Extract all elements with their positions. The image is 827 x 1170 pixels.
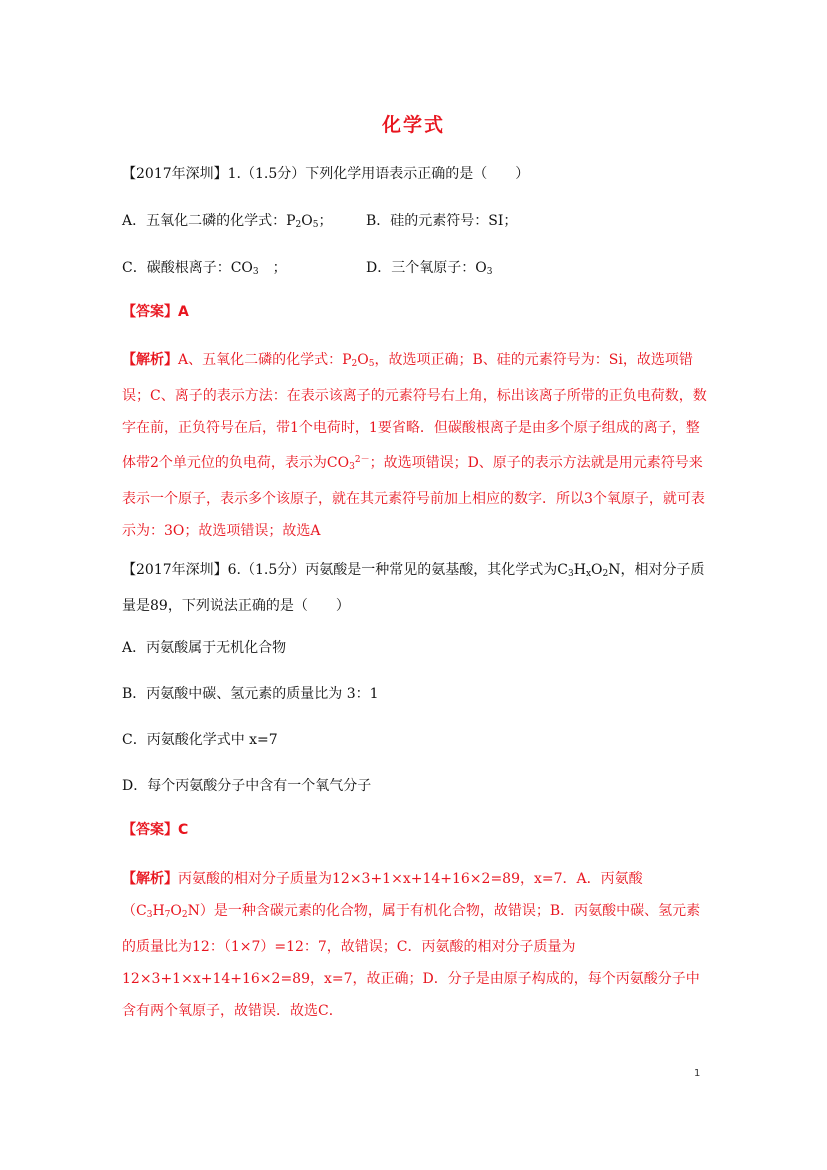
question-2-analysis: 【解析】丙氨酸的相对分子质量为12×3+1×x+14+16×2=89，x=7．A．丙氨酸$(C_3H_7O_2N)$是一种含碳元素的化合物，属于有机化合物，故错误；B．丙氨酸中碳、氢元素的质量比为12：（1×7）=12：7，故错误；C．丙氨酸的相对分子质量为12×3+1×x+14+16×2=89，x=7，故正确；D．分子是由原子构成的，每个丙氨酸分子中含有两个氧原子，故错误．故选C．: [122, 871, 701, 1019]
question-1-options-ab: [122, 211, 722, 235]
option-b: B．硅的元素符号：SI；: [366, 213, 518, 229]
analysis-tag: 【解析】: [122, 871, 178, 887]
page-title: 化学式: [381, 114, 445, 136]
question-1-analysis: 【解析】A、五氧化二磷的化学式：$P_2O_5$，故选项正确；B、硅的元素符号为：Si，故选项错误；C、离子的表示方法：在表示该离子的元素符号右上角，标出该离子所带的正负电荷数，数字在前，正负符号在后，带1个电荷时，1要省略．但碳酸根离子是由多个原子组成的离子，整体带2个单元位的负电荷，表示为$CO_3^{2-}$；故选项错误；D、原子的表示方法就是用元素符号来表示一个原子，表示多个该原子，就在其元素符号前加上相应的数字．所以3个氧原子，就可表示为：3O；故选项错误；故选A: [122, 352, 707, 539]
option-a: A．丙氨酸属于无机化合物: [122, 640, 287, 656]
page-number: 1: [694, 1068, 701, 1079]
option-b: B．丙氨酸中碳、氢元素的质量比为 3：1: [122, 686, 379, 702]
question-text: 1.（1.5分）下列化学用语表示正确的是（ ）: [227, 166, 530, 182]
question-2-stem: 【2017年深圳】6.（1.5分）丙氨酸是一种常见的氨基酸，其化学式为$C_3H_xO_2N$，相对分子质量是89，下列说法正确的是（ ）: [122, 562, 705, 614]
question-source: 【2017年深圳】: [122, 562, 228, 578]
answer-label: 【答案】A: [122, 304, 189, 320]
answer-label: 【答案】C: [122, 822, 189, 838]
option-c: C．丙氨酸化学式中 x=7: [122, 732, 278, 748]
option-c: C．碳酸根离子：$CO_3$ ；: [122, 260, 287, 277]
option-d: D．三个氧原子：$O_3$: [366, 260, 493, 277]
question-1-stem: [122, 164, 529, 184]
question-1-options-cd: [122, 258, 722, 282]
option-a: A．五氧化二磷的化学式：$P_2O_5$；: [122, 213, 333, 230]
analysis-tag: 【解析】: [122, 352, 178, 368]
option-d: D．每个丙氨酸分子中含有一个氧气分子: [122, 778, 372, 794]
question-source: 【2017年深圳】: [122, 166, 228, 182]
